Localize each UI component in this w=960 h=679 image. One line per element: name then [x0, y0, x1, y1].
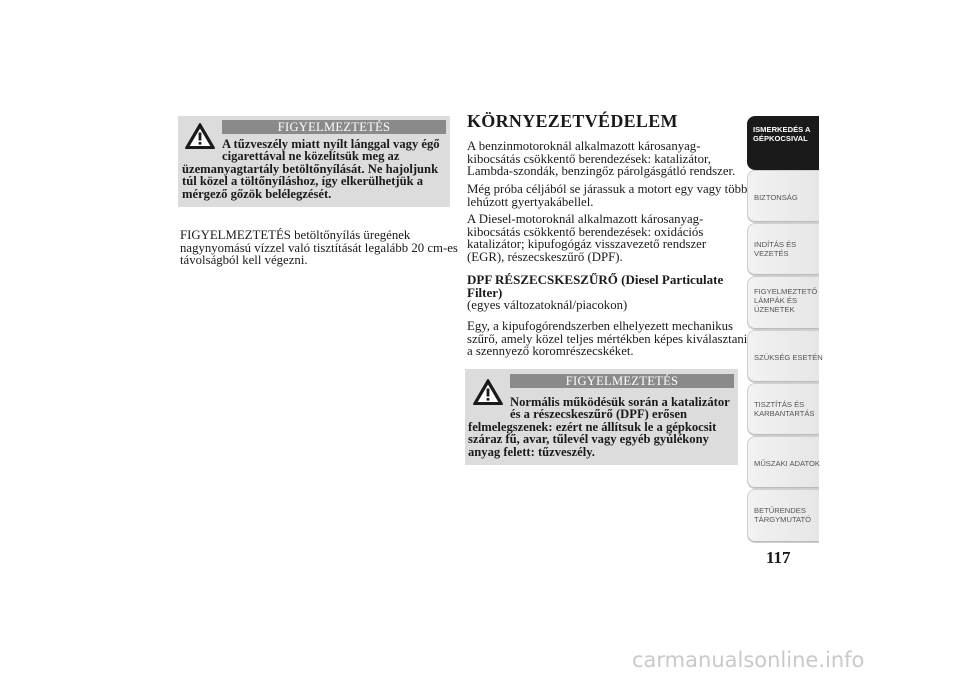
- tab-technical-data[interactable]: [747, 436, 819, 489]
- text-line: A benzinmotoroknál alkalmazott károsanyag-: [467, 139, 701, 153]
- tab-getting-to-know[interactable]: [747, 116, 819, 170]
- text-line: szűrő, amely közel teljes mértékben képes kiválasztani: [467, 331, 748, 346]
- text-line: cigarettával ne közelítsük meg az: [222, 149, 400, 164]
- text-line: anyag felett: tűzveszély.: [468, 444, 595, 459]
- fire-warning-box: [178, 116, 450, 207]
- text-line: katalizátor; kipufogógáz visszavezető rendszer: [467, 237, 707, 252]
- tab-cleaning-maintenance[interactable]: [747, 383, 819, 436]
- text-line: üzemanyagtartály betöltőnyílását. Ne hajoljunk: [182, 162, 439, 176]
- text-line: Még próba céljából se járassuk a motort egy vagy több: [467, 182, 748, 196]
- warning-body-text: [182, 163, 438, 200]
- tab-label: KARBANTARTÁS: [754, 409, 815, 418]
- text-line: Filter): [467, 284, 503, 300]
- paragraph-petrol: [467, 140, 735, 178]
- text-line: mérgező gőzök belélegzését.: [182, 186, 332, 201]
- text-line: (EGR), részecskeszűrő (DPF).: [467, 249, 623, 264]
- dpf-variant-note: (egyes változatoknál/piacokon): [467, 298, 628, 312]
- dpf-subheading: [467, 274, 723, 299]
- cleaning-note-paragraph: [180, 229, 458, 267]
- tab-emergency[interactable]: [747, 330, 823, 383]
- tab-label: FIGYELMEZTETŐ: [754, 287, 818, 296]
- paragraph-dpf: [467, 320, 747, 358]
- warning-lead-text: [222, 138, 440, 163]
- tab-label: ÜZENETEK: [754, 305, 795, 314]
- tab-safety[interactable]: [747, 170, 819, 223]
- text-line: távolságból kell végezni.: [180, 253, 308, 268]
- tab-label: LÁMPÁK ÉS: [754, 296, 798, 305]
- tab-starting-driving[interactable]: [747, 223, 819, 276]
- text-line: Normális működésük során a katalizátor: [510, 395, 730, 409]
- tab-label: BETŰRENDES: [754, 506, 806, 515]
- paragraph-diesel: [467, 213, 706, 263]
- tab-label: VEZETÉS: [754, 249, 789, 258]
- text-line: nagynyomású vízzel való tisztítását legalább 20 cm-es: [180, 240, 458, 255]
- tab-index[interactable]: [747, 489, 819, 543]
- warning-lead-text: [510, 396, 730, 421]
- tab-label: GÉPKOCSIVAL: [753, 134, 808, 143]
- text-line: és a részecskeszűrő (DPF) erősen: [510, 407, 687, 422]
- warning-header: FIGYELMEZTETÉS: [510, 374, 734, 388]
- tab-label: INDÍTÁS ÉS: [754, 240, 797, 249]
- text-line: A Diesel-motoroknál alkalmazott károsanyag-: [467, 212, 704, 226]
- note-label: FIGYELMEZTETÉS: [180, 228, 291, 242]
- text-line: kibocsátás csökkentő berendezések: katalizátor,: [467, 151, 711, 166]
- tab-label: SZÜKSÉG ESETÉN: [754, 353, 823, 362]
- text-line: [180, 229, 458, 242]
- warning-triangle-icon: [184, 122, 216, 150]
- text-line: Lambda-szondák, benzingőz párolgásgátló rendszer.: [467, 164, 736, 179]
- paragraph-spark: [467, 183, 747, 208]
- text-line: száraz fű, avar, tűlevél vagy egyéb gyúlékony: [468, 432, 709, 447]
- text-line-part: betöltőnyílás üregének: [294, 228, 411, 242]
- warning-triangle-icon: [472, 378, 504, 406]
- text-line: lehúzott gyertyakábellel.: [467, 194, 594, 209]
- text-line: túl közel a töltőnyíláshoz, így elkerülhetjük a: [182, 174, 424, 189]
- text-line: Egy, a kipufogórendszerben elhelyezett mechanikus: [467, 319, 734, 333]
- page-number: 117: [766, 548, 791, 567]
- tab-label: ISMERKEDÉS A: [753, 125, 811, 134]
- warning-body-text: [468, 421, 716, 458]
- text-line: a szennyező koromrészecskéket.: [467, 344, 634, 359]
- tab-label: MŰSZAKI ADATOK: [754, 459, 820, 468]
- warning-header: FIGYELMEZTETÉS: [222, 120, 446, 134]
- catalyst-warning-box: [465, 369, 738, 465]
- text-line: A tűzveszély miatt nyílt lánggal vagy égő: [222, 137, 440, 151]
- section-title: KÖRNYEZETVÉDELEM: [467, 111, 678, 131]
- tab-label: BIZTONSÁG: [754, 193, 798, 202]
- watermark: carmanualsonline.info: [632, 648, 865, 672]
- tab-label: TÁRGYMUTATÓ: [754, 515, 812, 524]
- text-line: felmelegszenek: ezért ne állítsuk le a gépkocsit: [468, 420, 717, 434]
- text-line: DPF RÉSZECSKESZŰRŐ (Diesel Particulate: [467, 272, 724, 287]
- text-line: kibocsátás csökkentő berendezések: oxidációs: [467, 224, 704, 239]
- tab-warning-lights[interactable]: [747, 276, 819, 330]
- tab-label: TISZTÍTÁS ÉS: [754, 400, 805, 409]
